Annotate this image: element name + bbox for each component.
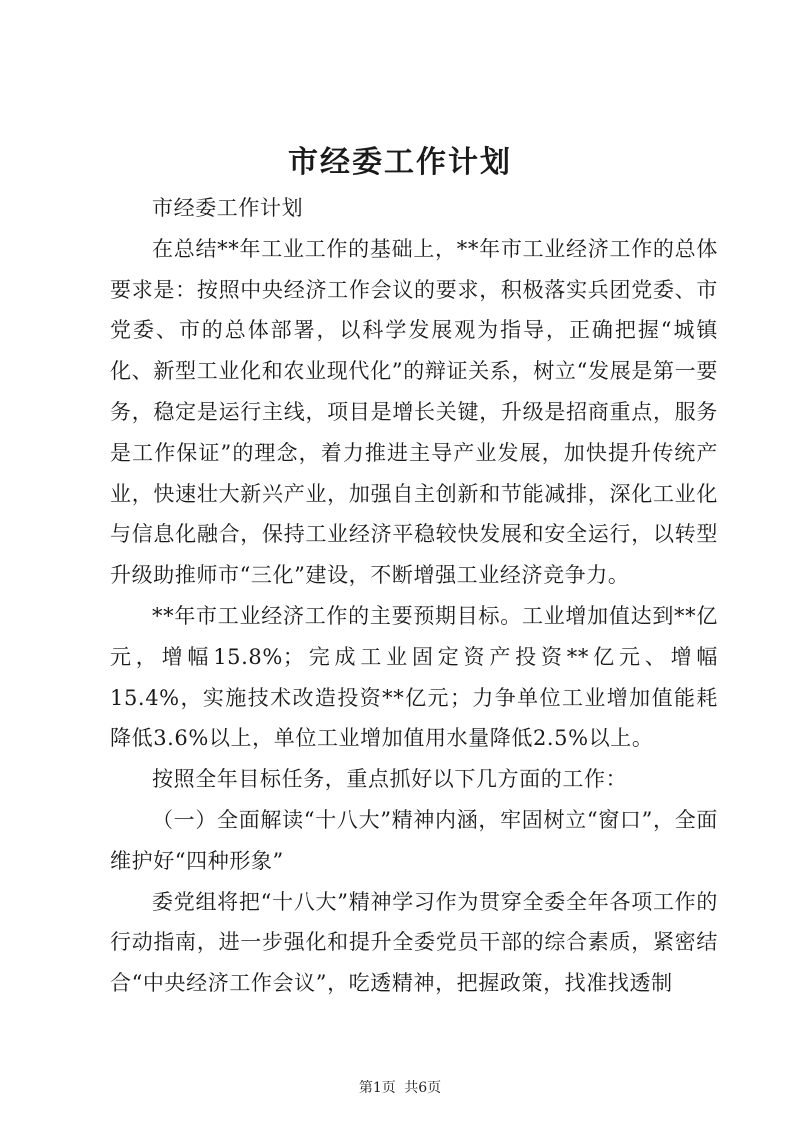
document-body bbox=[110, 188, 718, 1004]
page-footer bbox=[0, 1078, 800, 1098]
paragraph-targets: **年市工业经济工作的主要预期目标。工业增加值达到**亿元，增幅15.8%；完成工业固定资产投资**亿元、增幅15.4%，实施技术改造投资**亿元；力争单位工业增加值能耗降低3.6%以上，单位工业增加值用水量降低2.5%以上。 bbox=[110, 603, 718, 751]
paragraph-section-1: 委党组将把“十八大”精神学习作为贯穿全委全年各项工作的行动指南，进一步强化和提升全委党员干部的综合素质，紧密结合“中央经济工作会议”，吃透精神，把握政策，找准找透制 bbox=[110, 889, 718, 996]
paragraph-heading: 市经委工作计划 bbox=[152, 196, 304, 220]
document-title: 市经委工作计划 bbox=[288, 145, 512, 180]
page-number: 第1页 bbox=[358, 1080, 396, 1096]
paragraph-overview: 在总结**年工业工作的基础上，**年市工业经济工作的总体要求是：按照中央经济工作会议的要求，积极落实兵团党委、市党委、市的总体部署，以科学发展观为指导，正确把握“城镇化、新型工业化和农业现代化”的辩证关系，树立“发展是第一要务，稳定是运行主线，项目是增长关键，升级是招商重点，服务是工作保证”的理念，着力推进主导产业发展，加快提升传统产业，快速壮大新兴产业，加强自主创新和节能减排，深化工业化与信息化融合，保持工业经济平稳较快发展和安全运行，以转型升级助推师市“三化”建设，不断增强工业经济竞争力。 bbox=[110, 236, 718, 588]
page-total: 共6页 bbox=[404, 1080, 442, 1096]
section-heading-1: （一）全面解读“十八大”精神内涵，牢固树立“窗口”，全面维护好“四种形象” bbox=[110, 807, 718, 873]
paragraph-tasks-intro: 按照全年目标任务，重点抓好以下几方面的工作： bbox=[152, 767, 628, 792]
